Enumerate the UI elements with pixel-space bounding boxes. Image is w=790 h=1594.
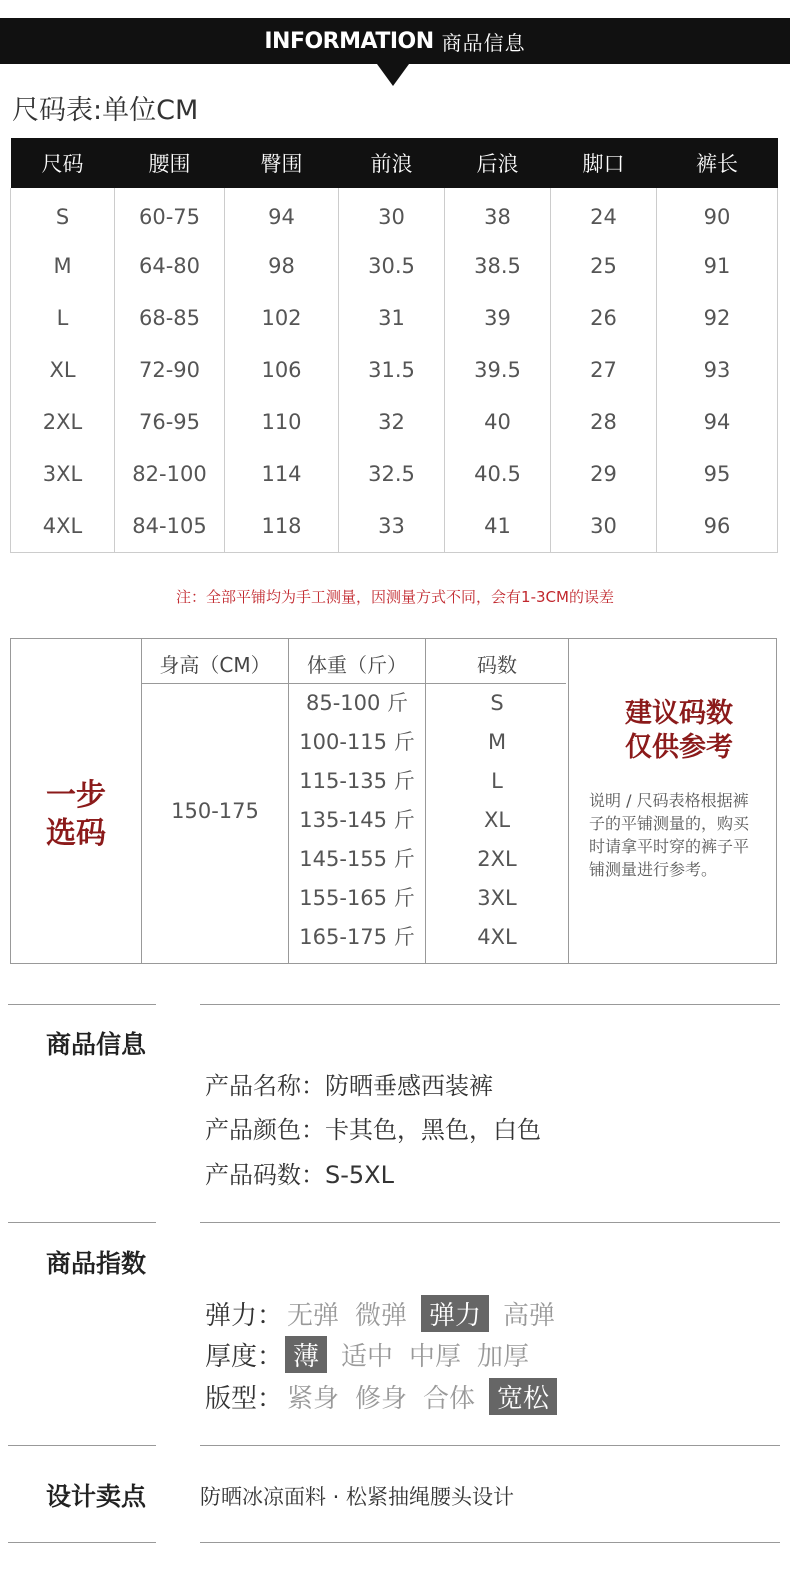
table-cell: 30 (339, 188, 445, 240)
table-cell: 92 (657, 292, 778, 344)
table-cell: XL (11, 344, 115, 396)
product-colors: 产品颜色：卡其色，黑色，白色 (205, 1116, 541, 1144)
table-row (11, 188, 778, 240)
table-cell: 32 (339, 396, 445, 448)
step-title-line: 一步 (46, 778, 106, 813)
measurement-note: 注：全部平铺均为手工测量，因测量方式不同，会有1-3CM的误差 (176, 588, 614, 606)
table-cell: 96 (657, 500, 778, 552)
table-cell: 95 (657, 448, 778, 500)
table-cell: 91 (657, 240, 778, 292)
weight-item: 155-165 斤 (299, 886, 415, 910)
table-row (11, 500, 778, 552)
table-cell: 114 (225, 448, 339, 500)
table-cell: 32.5 (339, 448, 445, 500)
index-option: 无弹 (287, 1301, 340, 1331)
weight-item: 85-100 斤 (305, 691, 409, 715)
table-cell: 118 (225, 500, 339, 552)
table-cell: 30.5 (339, 240, 445, 292)
table-cell: 31 (339, 292, 445, 344)
index-label: 弹力： (205, 1301, 284, 1331)
divider (200, 1222, 780, 1223)
divider (200, 1004, 780, 1005)
table-cell: 4XL (11, 500, 115, 552)
table-cell: 94 (225, 188, 339, 240)
size-item: 2XL (477, 847, 517, 871)
advice-title-line: 建议码数 (625, 698, 733, 729)
index-option: 微弹 (355, 1301, 408, 1331)
weight-column-header: 体重（斤） (307, 653, 407, 677)
product-index-title: 商品指数 (46, 1249, 147, 1278)
size-list (426, 687, 568, 960)
table-cell: 26 (551, 292, 657, 344)
step-title-line: 选码 (46, 816, 106, 851)
table-cell: 40.5 (445, 448, 551, 500)
index-option-selected: 弹力 (421, 1295, 489, 1332)
divider (568, 639, 569, 963)
divider (200, 1542, 780, 1543)
table-cell: 31.5 (339, 344, 445, 396)
index-option: 修身 (355, 1384, 408, 1414)
table-cell: 28 (551, 396, 657, 448)
design-text: 防晒冰凉面料 · 松紧抽绳腰头设计 (200, 1485, 515, 1509)
table-cell: 33 (339, 500, 445, 552)
table-row (11, 396, 778, 448)
product-name: 产品名称：防晒垂感西装裤 (205, 1072, 493, 1100)
index-option-selected: 薄 (285, 1336, 327, 1373)
advice-title-line: 仅供参考 (625, 732, 733, 763)
size-chart-header-row (11, 138, 778, 188)
table-cell: 94 (657, 396, 778, 448)
size-item: 3XL (477, 886, 517, 910)
table-cell: 2XL (11, 396, 115, 448)
table-cell: 29 (551, 448, 657, 500)
header-cell: 裤长 (657, 138, 778, 188)
divider (8, 1222, 156, 1223)
weight-item: 135-145 斤 (299, 808, 415, 832)
banner-title-en: INFORMATION (264, 28, 434, 54)
size-item: XL (483, 808, 511, 832)
table-cell: 102 (225, 292, 339, 344)
index-row (205, 1336, 543, 1373)
table-row (11, 448, 778, 500)
weight-list (289, 687, 425, 960)
table-cell: 40 (445, 396, 551, 448)
table-cell: 39 (445, 292, 551, 344)
divider (200, 1445, 780, 1446)
index-option-selected: 宽松 (489, 1378, 557, 1415)
divider (8, 1445, 156, 1446)
index-option: 合体 (423, 1384, 476, 1414)
table-cell: 82-100 (115, 448, 225, 500)
table-cell: 76-95 (115, 396, 225, 448)
index-option: 中厚 (409, 1342, 462, 1372)
index-option: 紧身 (287, 1384, 340, 1414)
size-item: L (491, 769, 503, 793)
size-item: S (490, 691, 504, 715)
product-info-title: 商品信息 (46, 1030, 147, 1059)
weight-item: 165-175 斤 (299, 925, 415, 949)
size-chart-table (10, 138, 778, 553)
index-row (205, 1295, 569, 1332)
table-row (11, 292, 778, 344)
table-cell: 64-80 (115, 240, 225, 292)
table-cell: 27 (551, 344, 657, 396)
table-cell: 38 (445, 188, 551, 240)
table-cell: 25 (551, 240, 657, 292)
table-cell: 68-85 (115, 292, 225, 344)
size-item: M (487, 730, 507, 754)
table-cell: 72-90 (115, 344, 225, 396)
size-item: 4XL (477, 925, 517, 949)
size-column-header: 码数 (477, 653, 517, 677)
advice-title (579, 697, 779, 765)
weight-item: 100-115 斤 (299, 730, 415, 754)
info-banner (0, 18, 790, 64)
table-cell: M (11, 240, 115, 292)
table-cell: 3XL (11, 448, 115, 500)
weight-item: 115-135 斤 (299, 769, 415, 793)
table-cell: 39.5 (445, 344, 551, 396)
table-cell: 93 (657, 344, 778, 396)
table-cell: 106 (225, 344, 339, 396)
product-sizes: 产品码数：S-5XL (205, 1161, 394, 1189)
design-title: 设计卖点 (46, 1482, 147, 1511)
index-label: 版型： (205, 1384, 284, 1414)
table-cell: 90 (657, 188, 778, 240)
banner-title-zh: 商品信息 (441, 30, 526, 55)
table-cell: 38.5 (445, 240, 551, 292)
table-cell: L (11, 292, 115, 344)
header-cell: 腰围 (115, 138, 225, 188)
table-cell: 60-75 (115, 188, 225, 240)
weight-item: 145-155 斤 (299, 847, 415, 871)
divider (142, 683, 566, 684)
advice-description: 说明 / 尺码表格根据裤子的平铺测量的，购买时请拿平时穿的裤子平铺测量进行参考。 (589, 791, 750, 879)
table-row (11, 344, 778, 396)
size-chart-title: 尺码表:单位CM (12, 95, 199, 126)
index-option: 加厚 (477, 1342, 530, 1372)
table-cell: 30 (551, 500, 657, 552)
table-cell: 41 (445, 500, 551, 552)
divider (8, 1542, 156, 1543)
table-row (11, 240, 778, 292)
index-label: 厚度： (205, 1342, 284, 1372)
table-cell: 84-105 (115, 500, 225, 552)
table-cell: 110 (225, 396, 339, 448)
header-cell: 尺码 (11, 138, 115, 188)
divider (8, 1004, 156, 1005)
index-row (205, 1378, 569, 1415)
header-cell: 脚口 (551, 138, 657, 188)
height-column-header: 身高（CM） (159, 653, 271, 677)
table-cell: 24 (551, 188, 657, 240)
step-select-title (11, 777, 141, 853)
size-guide-box (10, 638, 777, 964)
header-cell: 后浪 (445, 138, 551, 188)
header-cell: 前浪 (339, 138, 445, 188)
index-option: 适中 (341, 1342, 394, 1372)
height-range: 150-175 (171, 799, 259, 823)
table-cell: S (11, 188, 115, 240)
header-cell: 臀围 (225, 138, 339, 188)
table-cell: 98 (225, 240, 339, 292)
banner-arrow-icon (377, 64, 409, 86)
index-option: 高弹 (503, 1301, 556, 1331)
